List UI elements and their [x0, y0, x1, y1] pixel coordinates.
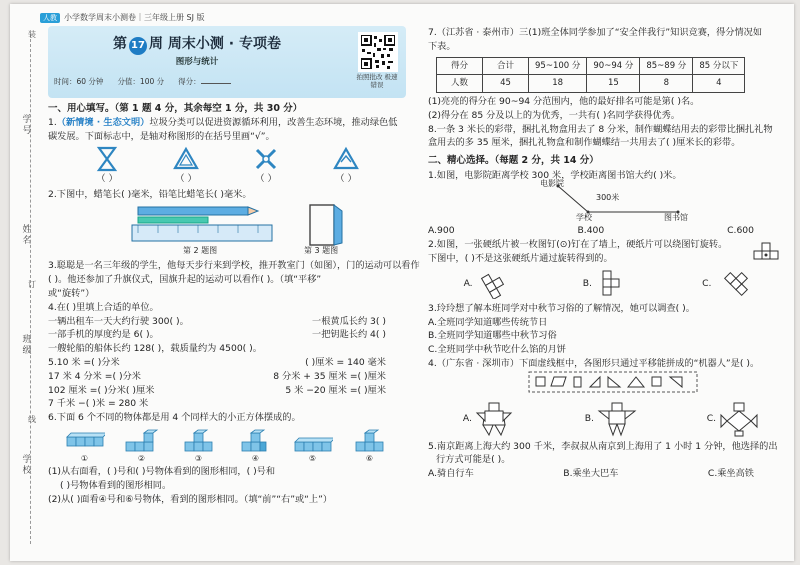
score-table-header: 得分 合计 95~100 分 90~94 分 85~89 分 85 分以下	[437, 57, 745, 75]
cube-stack-icon	[350, 429, 390, 453]
symbol-3	[253, 146, 279, 186]
cube-object-5: ⑤	[293, 429, 333, 465]
recycle-symbols	[48, 144, 406, 188]
cinema-label: 电影院	[540, 179, 564, 189]
rotated-card-a-icon	[476, 269, 512, 299]
option-c[interactable]: C.600	[727, 225, 754, 237]
question-6-2: (2)从( )面看④号和⑥号物体，看到的图形相同。（填“前”“右”或“上”）	[48, 493, 333, 505]
choice-5-options	[428, 467, 794, 481]
name-field[interactable]: 姓名	[20, 224, 31, 246]
qr-code[interactable]	[358, 32, 398, 72]
choice-2: 2.如图，一张硬纸片被一枚图钉(⊙)钉在了墙上，硬纸片可以绕图钉旋转。	[428, 239, 728, 251]
score-table	[436, 57, 745, 94]
choice-4: 4.（广东省 · 深圳市）下面虚线框中，各图形只通过平移能拼成的“机器人”是( )。	[428, 357, 760, 369]
time-label: 时间：60 分钟	[54, 77, 104, 86]
q5-row-3: 102 厘米 =( )分米( )厘米 5 米 −20 厘米 =( )厘米	[48, 384, 386, 396]
choice-5-line-2: 行方式可能是( )。	[436, 454, 511, 466]
question-2: 2.下图中，蜡笔长( )毫米，铅笔比蜡笔长( )毫米。	[48, 188, 252, 200]
cut-mark: 订	[28, 280, 36, 289]
caption-q2: 第 2 题图	[183, 246, 218, 256]
paper-subtitle: 图形与统计	[175, 57, 219, 67]
exam-sheet	[10, 4, 794, 561]
student-id-field[interactable]: 学号	[20, 114, 31, 136]
q4-row-2: 一部手机的厚度约是 6( )。 一把钥匙长约 4( )	[48, 329, 386, 341]
question-6-1-line-2: ( )号物体看到的图形相同。	[60, 479, 172, 491]
choice-1: 1.如图，电影院距离学校 300 米，学校距离图书馆大约( )米。	[428, 169, 682, 181]
distance-figure	[428, 179, 794, 224]
q5-row-1: 5.10 米 =( )分米 ( )厘米 = 140 毫米	[48, 357, 386, 369]
right-column	[428, 26, 794, 481]
choice-2-line-2-wrap	[428, 252, 794, 266]
score-label: 分值：100 分	[117, 77, 165, 86]
q5-row-4: 7 千米 −( )米 = 280 米	[48, 398, 149, 410]
question-7: 7.（江苏省 · 泰州市）三(1)班全体同学参加了“安全伴我行”知识竞赛，得分情况如	[428, 27, 763, 38]
choice-2-line-2: 下图中，( )不是这张硬纸片通过旋转得到的。	[428, 252, 613, 264]
answer-blank-4[interactable]: （ ）	[335, 172, 357, 184]
cube-object-2: ②	[122, 429, 162, 465]
choice-1-options	[428, 224, 794, 238]
library-label: 图书馆	[664, 213, 688, 223]
rotated-card-c-icon	[714, 269, 758, 299]
cube-stack-icon	[236, 429, 276, 453]
cube-object-6: ⑥	[350, 429, 390, 465]
series-title: 小学数学周末小测卷｜三年级上册 SJ 版	[64, 13, 205, 22]
cardboard-icon	[750, 242, 790, 260]
header-bar	[40, 12, 205, 24]
paper-meta	[54, 76, 231, 87]
school-field[interactable]: 学校	[20, 454, 31, 476]
section-2-heading: 二、精心选择。（每题 2 分，共 14 分）	[428, 155, 599, 167]
option-c[interactable]: C.乘坐高铁	[707, 468, 754, 480]
paper-header	[48, 26, 406, 98]
cube-stack-icon	[65, 429, 105, 453]
choice-2-options	[428, 266, 794, 302]
cube-objects	[48, 425, 406, 465]
rotated-card-b-icon	[595, 269, 631, 299]
robot-a-icon	[475, 401, 515, 437]
answer-blank-3[interactable]: （ ）	[255, 172, 277, 184]
question-6: 6.下面 6 个不同的物体都是用 4 个同样大的小正方体摆成的。	[48, 412, 301, 424]
version-badge: 人教	[40, 13, 60, 24]
option-c[interactable]: C.	[707, 401, 759, 437]
option-b[interactable]: B.全班同学知道哪些中秋节习俗	[428, 330, 557, 342]
choice-4-options	[428, 398, 794, 440]
section-1-heading: 一、用心填写。（第 1 题 4 分，其余每空 1 分，共 30 分）	[48, 103, 303, 114]
cube-stack-icon	[179, 429, 219, 453]
binding-strip	[10, 30, 40, 544]
question-7-line-2: 下表。	[428, 40, 456, 52]
ruler-figure	[130, 203, 280, 247]
question-8-line-2: 盒用去的多 35 厘米，捆扎礼物盒和制作蝴蝶结一共用去了( )厘米长的彩带。	[428, 137, 741, 149]
robot-pieces-box	[528, 371, 698, 393]
choice-5: 5.南京距离上海大约 300 千米，李叔叔从南京到上海用了 1 小时 1 分钟，他选择的出	[428, 440, 778, 452]
robot-b-icon	[597, 401, 637, 437]
question-3-line-3: 或“旋转”）	[48, 288, 95, 300]
option-c[interactable]: C.全班同学中秋节吃什么馅的月饼	[428, 344, 566, 356]
qr-code-icon	[361, 35, 395, 69]
option-a[interactable]: A.骑自行车	[428, 468, 474, 480]
question-1-line-2: 碳发展。下面标志中，是轴对称图形的在括号里画“√”。	[48, 131, 275, 143]
got-label: 得分：	[178, 77, 201, 86]
score-blank[interactable]	[201, 83, 231, 84]
option-a[interactable]: A.全班同学知道哪些传统节日	[428, 316, 548, 328]
robot-c-icon	[719, 401, 759, 437]
q4-row-1: 一辆出租车一天大约行驶 300( )。 一根黄瓜长约 3( )	[48, 315, 386, 327]
question-4: 4.在( )里填上合适的单位。	[48, 301, 159, 313]
symbol-2	[173, 146, 199, 186]
qr-caption: 拍照批改 极速错误	[356, 73, 398, 89]
score-table-row: 人数 45 18 15 8 4	[437, 75, 745, 93]
cube-object-4: ④	[236, 429, 276, 465]
hourglass-arrow-icon	[95, 146, 119, 172]
option-b[interactable]: B.乘坐大巴车	[563, 468, 619, 480]
q4-row-3: 一艘轮船的船体长约 128( )，载质量约为 4500( )。	[48, 343, 262, 355]
cube-object-1: ①	[65, 429, 105, 465]
question-3-line-2: ( )。他还参加了升旗仪式，国旗升起的运动可以看作( )。（填“平移”	[48, 274, 322, 286]
cube-stack-icon	[293, 429, 333, 453]
symbol-4	[333, 146, 359, 186]
option-b[interactable]: B.	[583, 269, 631, 299]
school-label: 学校	[576, 213, 592, 223]
symbol-1	[95, 146, 119, 186]
option-c[interactable]: C.	[702, 269, 758, 299]
week-number: 17	[129, 37, 147, 55]
question-8: 8.一条 3 米长的彩带，捆扎礼物盒用去了 8 分米，制作蝴蝶结用去的彩带比捆扎礼物	[428, 123, 773, 135]
cube-stack-icon	[122, 429, 162, 453]
answer-blank-2[interactable]: （ ）	[175, 172, 197, 184]
caption-q3: 第 3 题图	[304, 246, 339, 256]
cut-mark: 装	[28, 30, 36, 39]
answer-blank-1[interactable]: （ ）	[96, 172, 118, 184]
question-7-1: (1)亮亮的得分在 90~94 分范围内，他的最好排名可能是第( )名。	[428, 96, 700, 108]
question-7-2: (2)得分在 85 分及以上的为优秀，一共有( )名同学获得优秀。	[428, 109, 680, 121]
option-b[interactable]: B.400	[577, 225, 605, 237]
triangle-arrow-icon	[333, 146, 359, 172]
distance-label: 300米	[596, 193, 620, 203]
class-field[interactable]: 班级	[20, 334, 31, 356]
q5-row-2: 17 米 4 分米 =( )分米 8 分米 + 35 厘米 =( )厘米	[48, 370, 386, 382]
cross-arrow-icon	[253, 146, 279, 172]
paper-title: 第 17 周 周末小测 · 专项卷	[48, 34, 346, 55]
cut-mark: 线	[28, 415, 36, 424]
cube-object-3: ③	[179, 429, 219, 465]
option-b[interactable]: B.	[585, 401, 637, 437]
question-1: 1.（新情境 · 生态文明）垃圾分类可以促进资源循环利用，改善生态环境，推动绿色低	[48, 117, 398, 129]
figures-q2-q3	[48, 201, 406, 259]
option-a[interactable]: A.900	[428, 225, 455, 237]
left-column	[48, 26, 420, 506]
question-6-1: (1)从右面看，( )号和( )号物体看到的图形相同，( )号和	[48, 466, 276, 477]
option-a[interactable]: A.	[463, 401, 515, 437]
recycle-triangle-icon	[173, 146, 199, 172]
choice-3: 3.玲玲想了解本班同学对中秋节习俗的了解情况，她可以调查( )。	[428, 302, 695, 314]
question-3: 3.聪聪是一名三年级的学生，他每天步行来到学校，推开教室门（如图），门的运动可以看作	[48, 260, 420, 272]
option-a[interactable]: A.	[464, 269, 512, 299]
door-figure	[306, 203, 346, 247]
